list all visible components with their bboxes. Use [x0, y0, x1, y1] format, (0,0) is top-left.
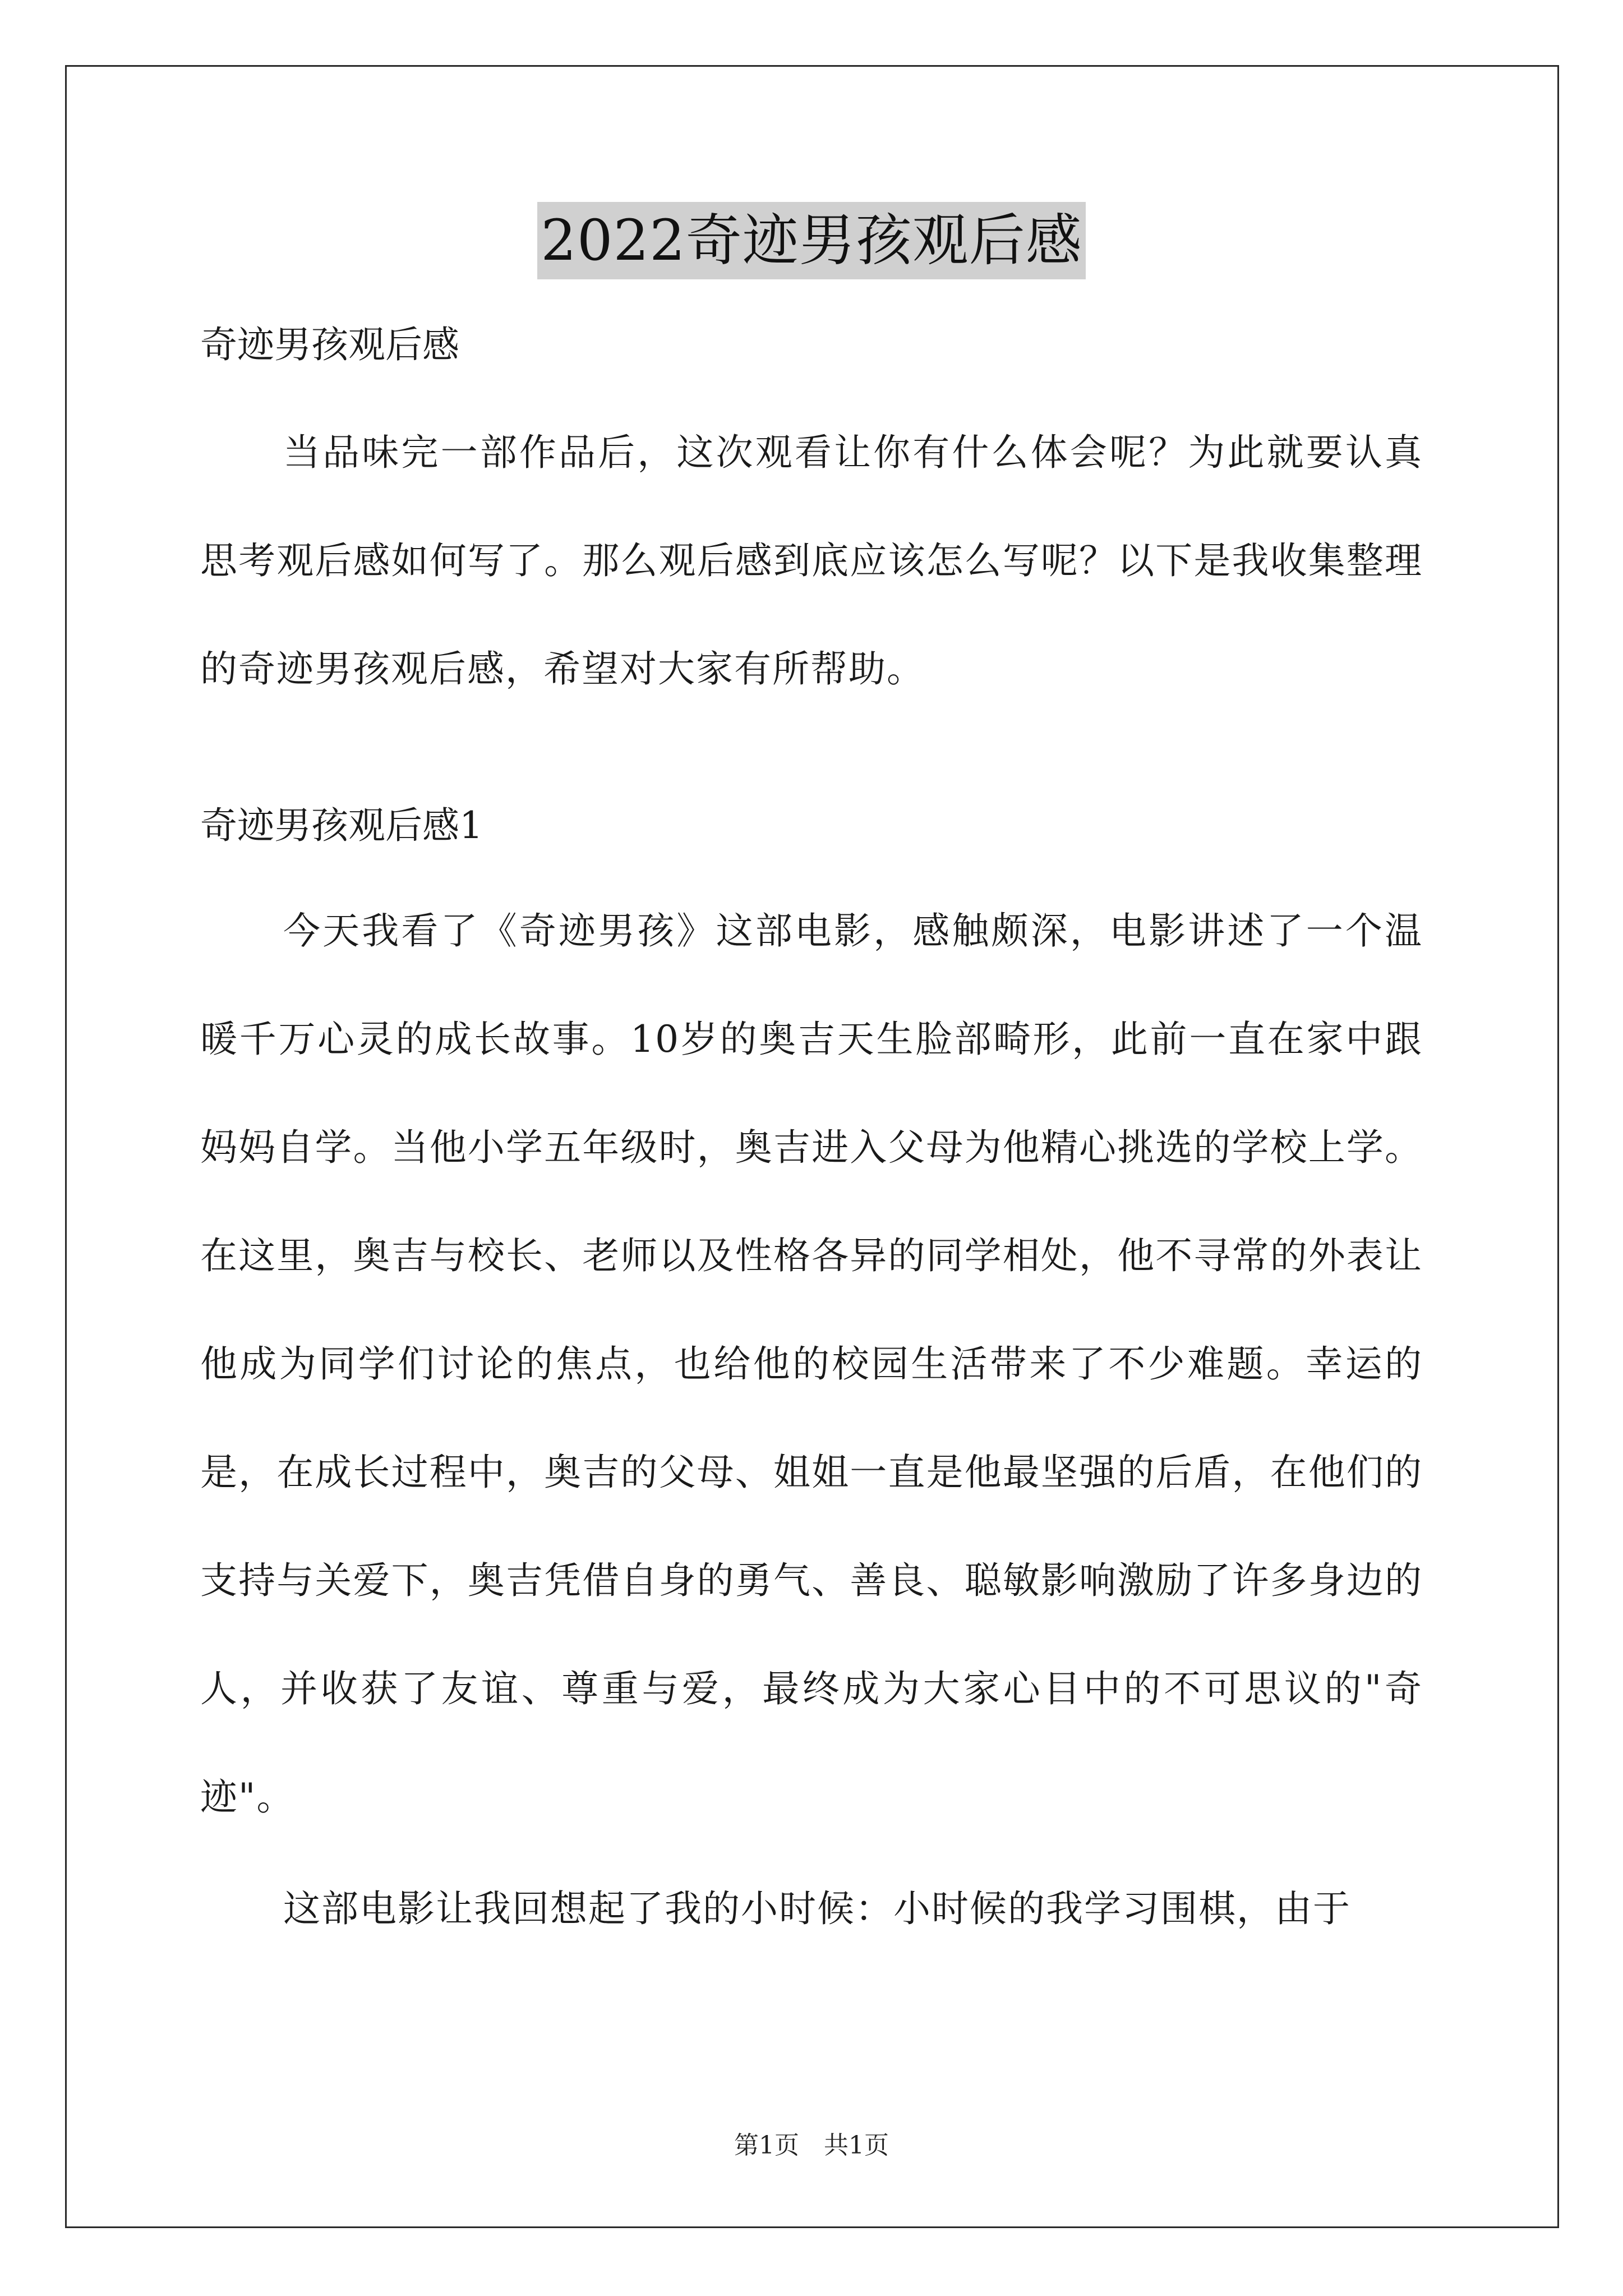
- title-container: [0, 202, 1623, 279]
- body-paragraph: 这部电影让我回想起了我的小时候：小时候的我学习围棋，由于: [283, 1887, 1351, 1930]
- document-body: [200, 314, 1423, 1963]
- page-footer: [0, 2125, 1623, 2161]
- section-heading: 奇迹男孩观后感1: [200, 804, 483, 847]
- document-subtitle: 奇迹男孩观后感: [200, 323, 459, 366]
- page-number-total: 共1页: [824, 2131, 889, 2160]
- document-title: 2022奇迹男孩观后感: [537, 202, 1086, 279]
- intro-paragraph: 当品味完一部作品后，这次观看让你有什么体会呢？为此就要认真思考观后感如何写了。那么观后感到底应该怎么写呢？以下是我收集整理的奇迹男孩观后感，希望对大家有所帮助。: [200, 431, 1423, 691]
- body-paragraph: 今天我看了《奇迹男孩》这部电影，感触颇深，电影讲述了一个温暖千万心灵的成长故事。10岁的奥吉天生脸部畸形，此前一直在家中跟妈妈自学。当他小学五年级时，奥吉进入父母为他精心挑选的学校上学。在这里，奥吉与校长、老师以及性格各异的同学相处，他不寻常的外表让他成为同学们讨论的焦点，也给他的校园生活带来了不少难题。幸运的是，在成长过程中，奥吉的父母、姐姐一直是他最坚强的后盾，在他们的支持与关爱下，奥吉凭借自身的勇气、善良、聪敏影响激励了许多身边的人，并收获了友谊、尊重与爱，最终成为大家心目中的不可思议的"奇迹"。: [200, 909, 1423, 1819]
- page-number-current: 第1页: [734, 2131, 799, 2160]
